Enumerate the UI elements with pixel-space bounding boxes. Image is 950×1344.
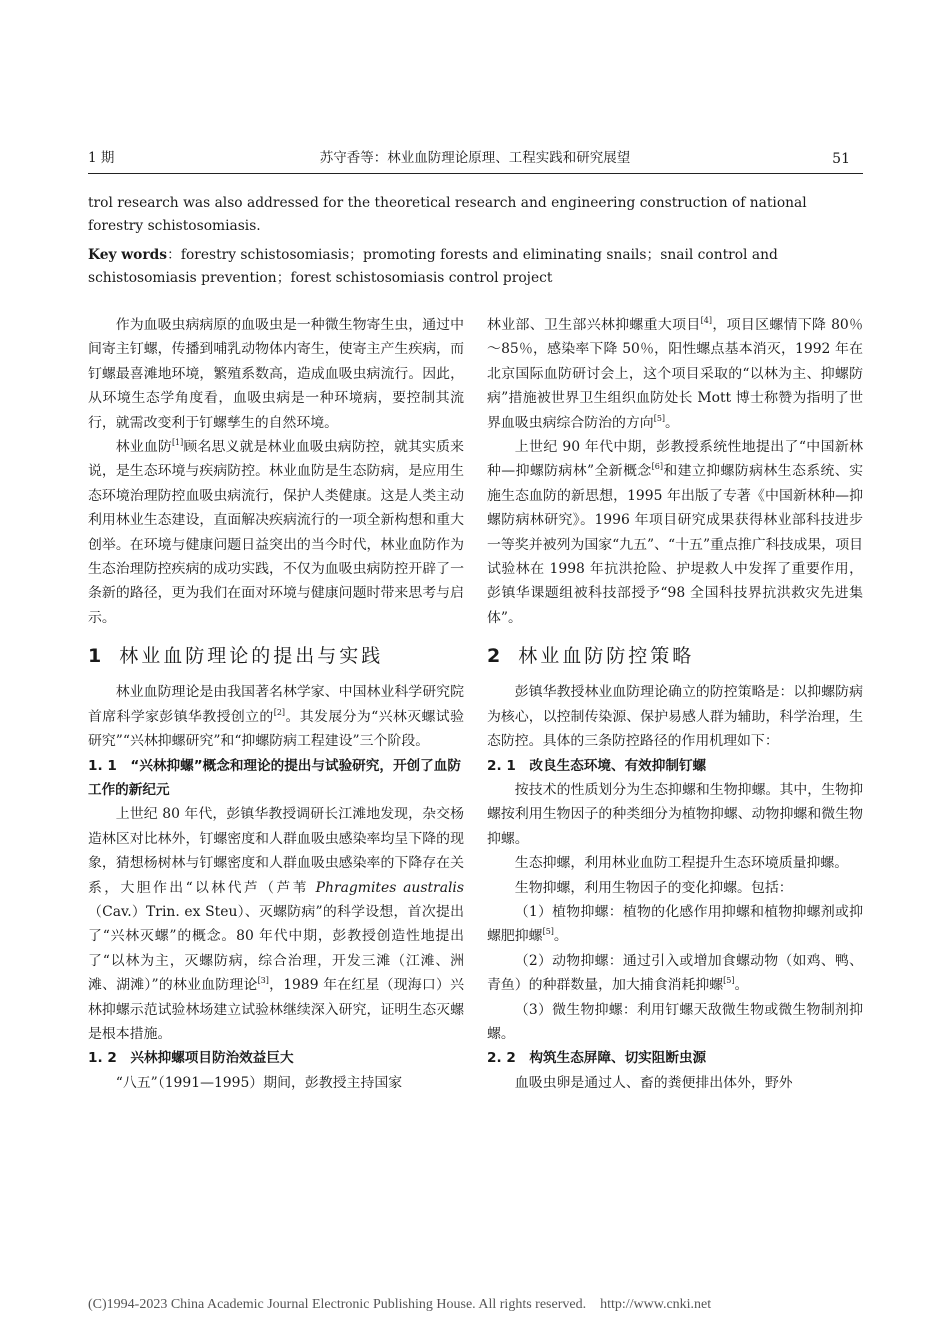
paragraph-continued bbox=[487, 313, 863, 435]
citation[interactable]: [2] bbox=[273, 707, 286, 717]
cnki-link[interactable]: http://www.cnki.net bbox=[600, 1297, 712, 1312]
citation[interactable]: [5] bbox=[542, 927, 554, 937]
keywords-sep: ： bbox=[167, 247, 181, 263]
text: 林业部、卫生部兴林抑螺重大项目 bbox=[487, 317, 701, 333]
running-title: 苏守香等：林业血防理论原理、工程实践和研究展望 bbox=[319, 150, 631, 166]
section-heading-2 bbox=[487, 644, 863, 668]
section-title: 林业血防防控策略 bbox=[518, 645, 695, 668]
paragraph: 彭镇华教授林业血防理论确立的防控策略是：以抑螺防病为核心，以控制传染源、保护易感人群为辅助，科学治理，生态防控。具体的三条防控路径的作用机理如下： bbox=[487, 684, 863, 750]
paragraph bbox=[88, 802, 464, 1046]
subsection-heading-2-2: 2. 2 构筑生态屏障、切实阻断虫源 bbox=[487, 1050, 707, 1067]
text: 上世纪 90 年代中期，彭教授系统性地提出了“中国新林种—抑螺防病林”全新概念 bbox=[487, 439, 863, 480]
subsection-heading-2-1: 2. 1 改良生态环境、有效抑制钉螺 bbox=[487, 757, 707, 774]
list-item: （3）微生物抑螺：利用钉螺天敌微生物或微生物制剂抑螺。 bbox=[487, 1001, 863, 1042]
section-title: 林业血防理论的提出与实践 bbox=[119, 645, 384, 668]
keywords-line bbox=[88, 244, 863, 290]
subsection-heading-1-2: 1. 2 兴林抑螺项目防治效益巨大 bbox=[88, 1050, 294, 1067]
paragraph: 按技术的性质划分为生态抑螺和生物抑螺。其中，生物抑螺按利用生物因子的种类细分为植物抑螺、动物抑螺和微生物抑螺。 bbox=[487, 781, 863, 847]
copyright-text: (C)1994-2023 China Academic Journal Electronic Publishing House. All rights reserved. bbox=[88, 1297, 587, 1312]
text: 。 bbox=[553, 928, 568, 945]
list-item bbox=[487, 949, 863, 998]
paragraph: 作为血吸虫病病原的血吸虫是一种微生物寄生虫，通过中间寄主钉螺，传播到哺乳动物体内寄生，使寄主产生疾病，而钉螺最喜滩地环境，繁殖系数高，造成血吸虫病流行。因此，从环境生态学角度看，血吸虫病是一种环境病，要控制其流行，就需改变利于钉螺孳生的自然环境。 bbox=[88, 317, 464, 431]
paragraph: 生物抑螺，利用生物因子的变化抑螺。包括： bbox=[514, 879, 793, 896]
text: 林业血防理论是由我国著名林学家、中国林业科学研究院首席科学家彭镇华教授创立的 bbox=[88, 684, 464, 725]
text: （1）植物抑螺：植物的化感作用抑螺和植物抑螺剂或抑螺肥抑螺 bbox=[487, 903, 863, 945]
text: 。其发展分为“兴林灭螺试验研究”“兴林抑螺研究”和“抑螺防病工程建设”三个阶段。 bbox=[88, 708, 464, 750]
text: 。 bbox=[665, 414, 679, 431]
keywords-label: Key words bbox=[88, 247, 168, 263]
section-number: 1 bbox=[88, 645, 102, 668]
page-number: 51 bbox=[832, 151, 850, 167]
text: （Cav.）Trin. ex Steu）、灭螺防病”的科学设想，首次提出了“兴林灭螺”的概念。80 年代中期，彭教授创造性地提出了“以林为主，灭螺防病，综合治理，开发三滩（江滩、洲滩、湖滩）”的林业血防理论 bbox=[88, 903, 464, 994]
section-number: 2 bbox=[487, 645, 501, 668]
paragraph bbox=[487, 435, 863, 630]
citation[interactable]: [3] bbox=[257, 976, 269, 986]
paragraph bbox=[88, 435, 464, 630]
text: 顾名思义就是林业血吸虫病防控，就其实质来说，是生态环境与疾病防控。林业血防是生态防病，是应用生态环境治理防控血吸虫病流行，保护人类健康。这是人类主动利用林业生态建设，直面解决疾病流行的一项全新构想和重大创举。在环境与健康问题日益突出的当今时代，林业血防作为生态治理防控疾病的成功实践，不仅为血吸虫病防控开辟了一条新的路径，更为我们在面对环境与健康问题时带来思考与启示。 bbox=[88, 439, 464, 626]
citation[interactable]: [1] bbox=[171, 438, 184, 448]
text: 林业血防 bbox=[115, 439, 172, 456]
keywords-text: forestry schistosomiasis；promoting forests and eliminating snails；snail control and schistosomiasis prevention；forest schistosomiasis control project bbox=[88, 247, 778, 286]
citation[interactable]: [5] bbox=[723, 976, 735, 986]
text: 和建立抑螺防病林生态系统、实施生态血防的新思想，1995 年出版了专著《中国新林种—抑螺防病林研究》。1996 年项目研究成果获得林业部科技进步一等奖并被列为国家“九五”、“十五”重点推广科技成果，项目试验林在 1998 年抗洪抢险、护堤救人中发挥了重要作用，彭镇华课题组被科技部授予“98 全国科技界抗洪救灾先进集体”。 bbox=[487, 463, 863, 626]
text: 上世纪 80 年代，彭镇华教授调研长江滩地发现，杂交杨造林区对比林外，钉螺密度和人群血吸虫感染率均呈下降的现象，猜想杨树林与钉螺密度和人群血吸虫感染率的下降存在关系，大胆作出“以林代芦（芦苇 bbox=[88, 806, 464, 896]
paragraph: 血吸虫卵是通过人、畜的粪便排出体外，野外 bbox=[514, 1074, 793, 1091]
text: （2）动物抑螺：通过引入或增加食螺动物（如鸡、鸭、青鱼）的种群数量，加大捕食消耗抑螺 bbox=[487, 952, 863, 994]
left-column bbox=[88, 313, 464, 1095]
abstract-tail: trol research was also addressed for the theoretical research and engineering construction of national forestry schistosomiasis. bbox=[88, 195, 807, 234]
paragraph: “八五”（1991—1995）期间，彭教授主持国家 bbox=[115, 1074, 403, 1091]
section-heading-1 bbox=[88, 644, 464, 668]
text: 。 bbox=[734, 977, 749, 994]
header-issue: 1 期 bbox=[88, 150, 115, 166]
paragraph: 生态抑螺，利用林业血防工程提升生态环境质量抑螺。 bbox=[514, 855, 849, 872]
text: ，1989 年在红星（现海口）兴林抑螺示范试验林场建立试验林继续深入研究，证明生态灭螺是根本措施。 bbox=[88, 977, 464, 1042]
species-name: Phragmites australis bbox=[315, 879, 464, 896]
list-item bbox=[487, 900, 863, 949]
citation[interactable]: [6] bbox=[651, 462, 663, 472]
subsection-heading-1-1: 1. 1 “兴林抑螺”概念和理论的提出与试验研究，开创了血防工作的新纪元 bbox=[88, 757, 461, 798]
header-rule bbox=[88, 173, 863, 174]
text: ，项目区螺情下降 80％～85％，感染率下降 50％，阳性螺点基本消灭，1992 年在北京国际血防研讨会上，这个项目采取的“以林为主、抑螺防病”措施被世界卫生组织血防处长 Mott 博士称赞为指明了世界血吸虫病综合防治的方向 bbox=[487, 317, 863, 431]
citation[interactable]: [4] bbox=[700, 316, 712, 325]
right-column bbox=[487, 313, 863, 1095]
paragraph bbox=[88, 680, 464, 753]
citation[interactable]: [5] bbox=[653, 413, 666, 423]
copyright-footer bbox=[88, 1297, 863, 1313]
